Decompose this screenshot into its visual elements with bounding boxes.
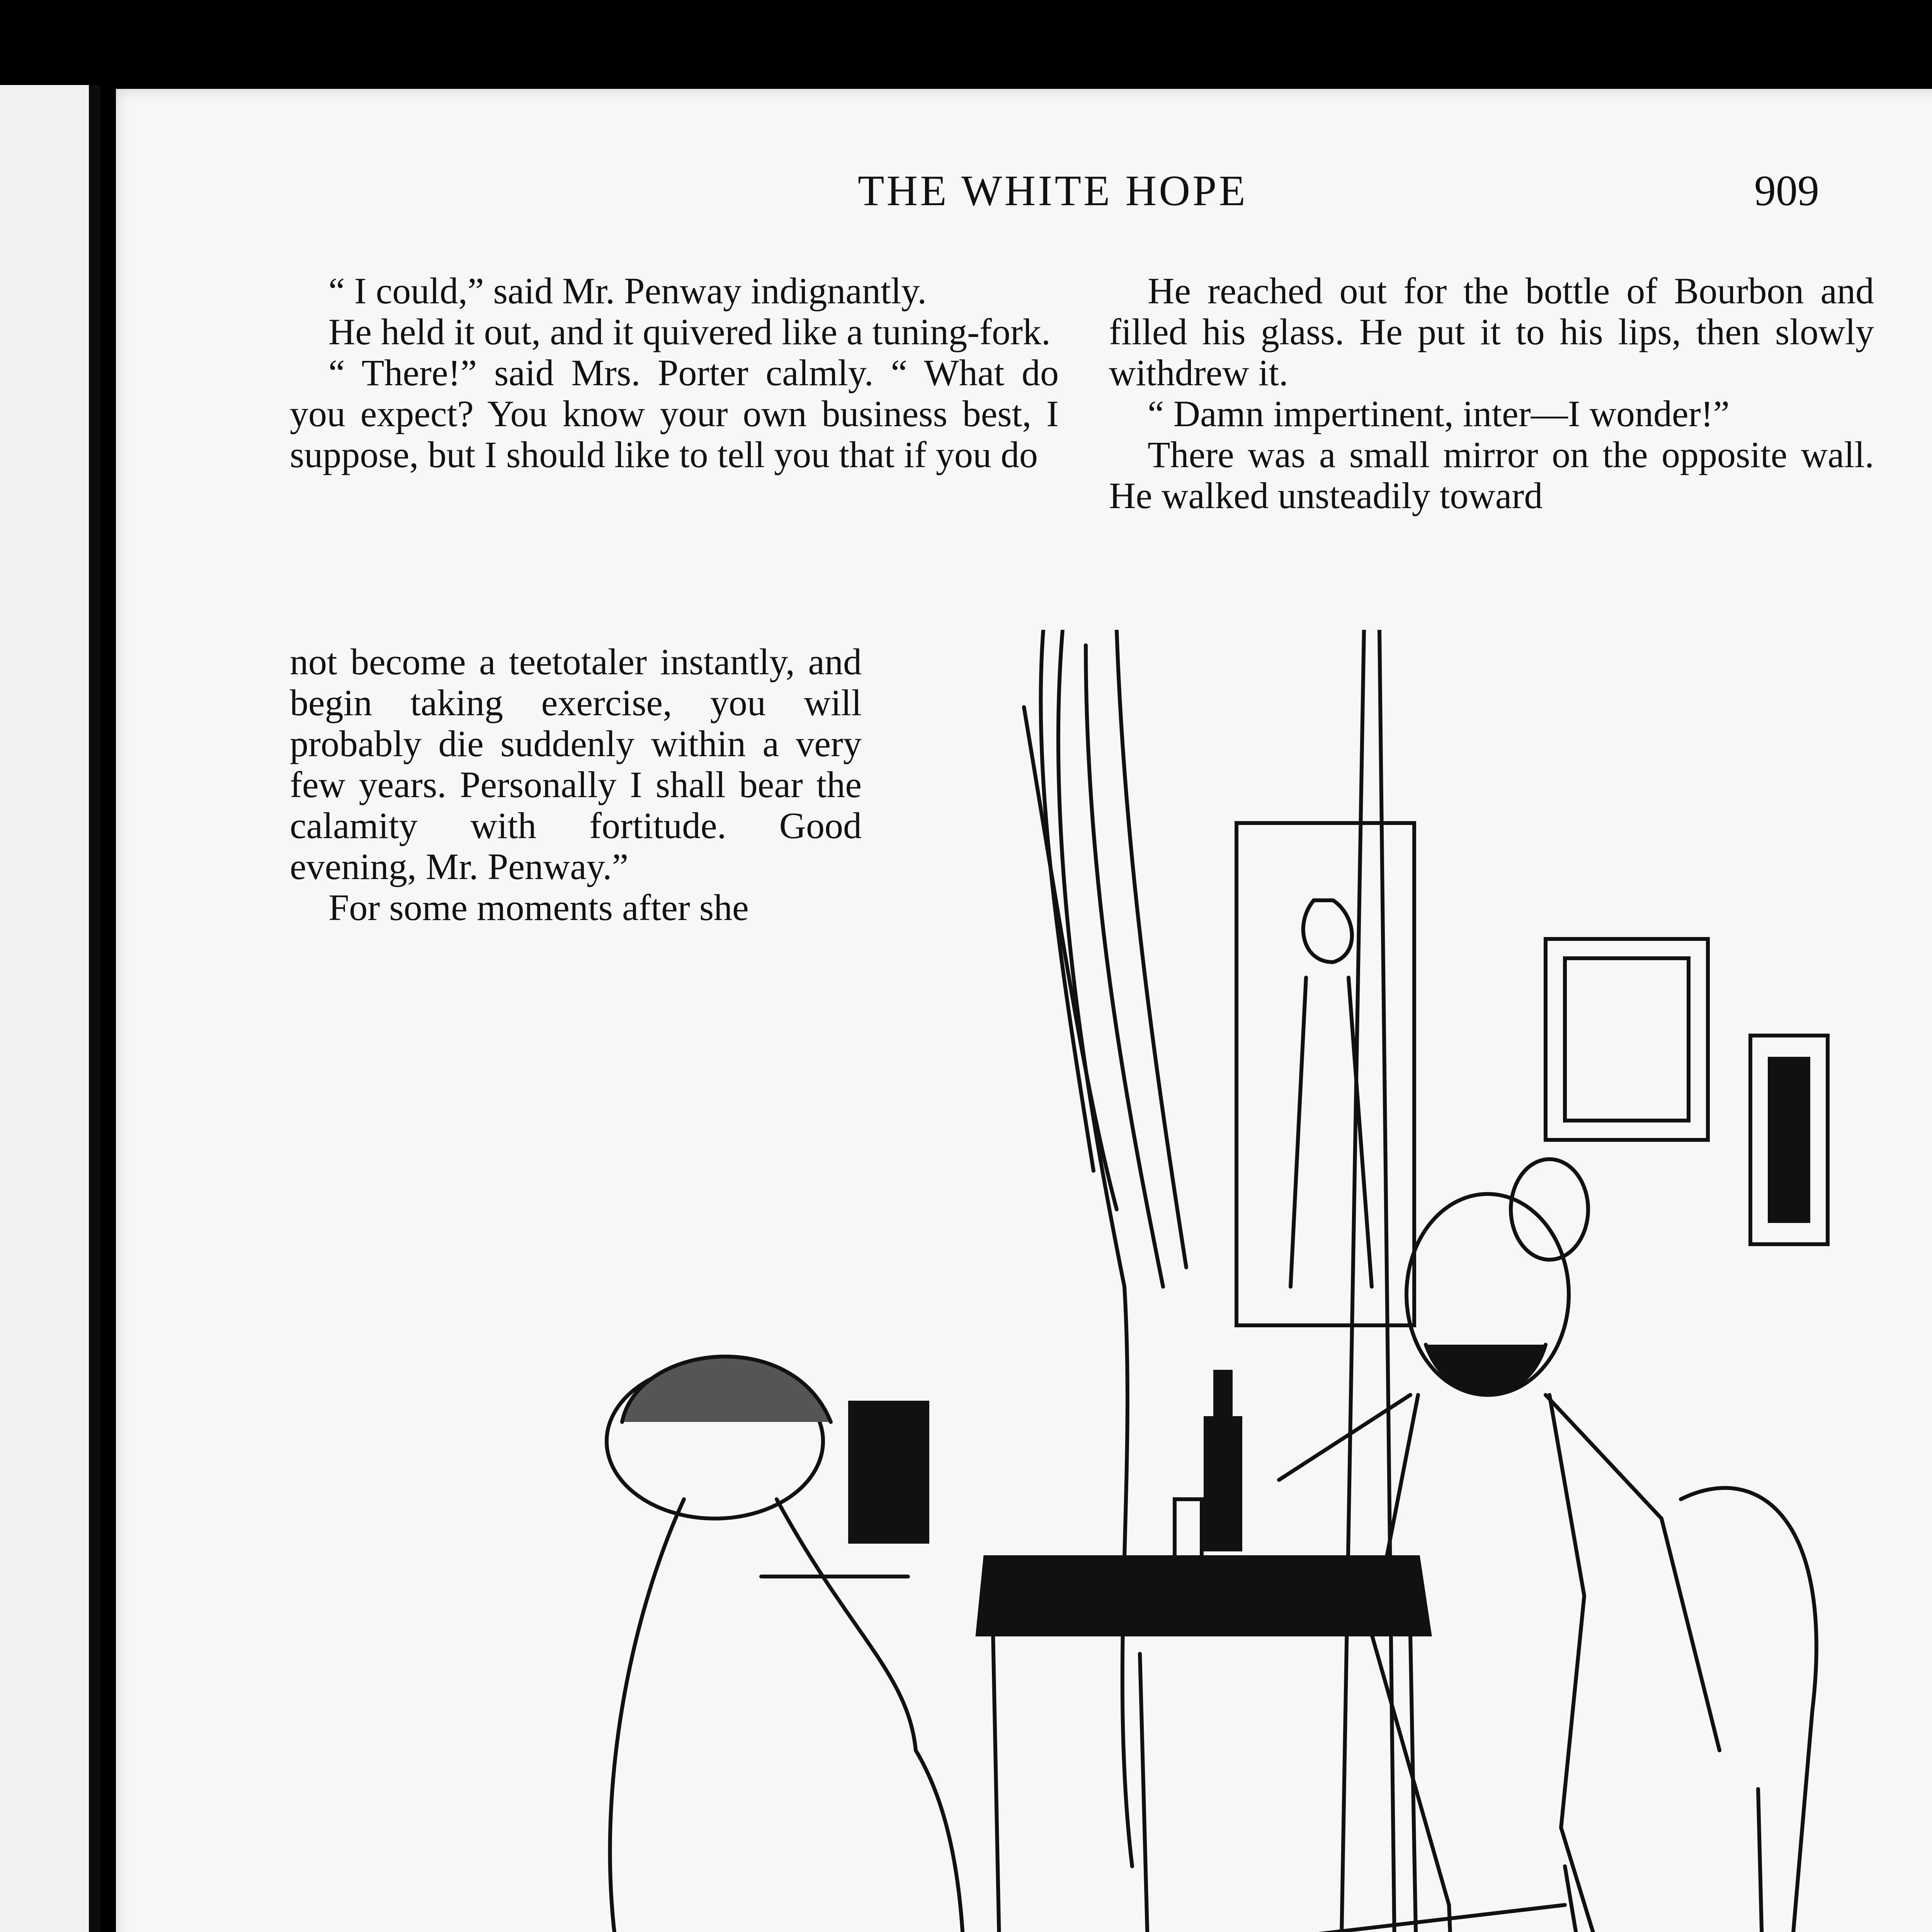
facing-page-edge [0, 85, 100, 1932]
paragraph: He reached out for the bottle of Bourbon and filled his glass. He put it to his lips, then slowly withdrew it. [1109, 270, 1874, 393]
page-number: 909 [1754, 167, 1819, 215]
illustration-drawing [406, 630, 1893, 1932]
text-column-top-left-wide [290, 270, 1059, 475]
running-header [116, 166, 1932, 220]
text-column-top-right [1109, 270, 1874, 516]
paragraph: not become a teetotaler instantly, and begin taking exercise, you will probably die suddenly within a very few years. Personally I shall bear the calamity with fortitude. Good evening, Mr. Penway.” [290, 641, 862, 887]
paragraph: “ Damn impertinent, inter—I wonder!” [1148, 393, 1730, 434]
book-page [116, 89, 1932, 1932]
story-illustration [406, 630, 1893, 1932]
paragraph: For some moments after she [328, 887, 749, 928]
paragraph: There was a small mirror on the opposite wall. He walked unsteadily toward [1109, 434, 1874, 516]
paragraph: He held it out, and it quivered like a tuning-fork. [328, 311, 1051, 352]
paragraph: “ I could,” said Mr. Penway indignantly. [328, 270, 927, 311]
running-title: THE WHITE HOPE [858, 167, 1248, 215]
paragraph: “ There!” said Mrs. Porter calmly. “ What do you expect? You know your own business best, I suppose, but I should like to tell you that if you do [290, 352, 1059, 475]
